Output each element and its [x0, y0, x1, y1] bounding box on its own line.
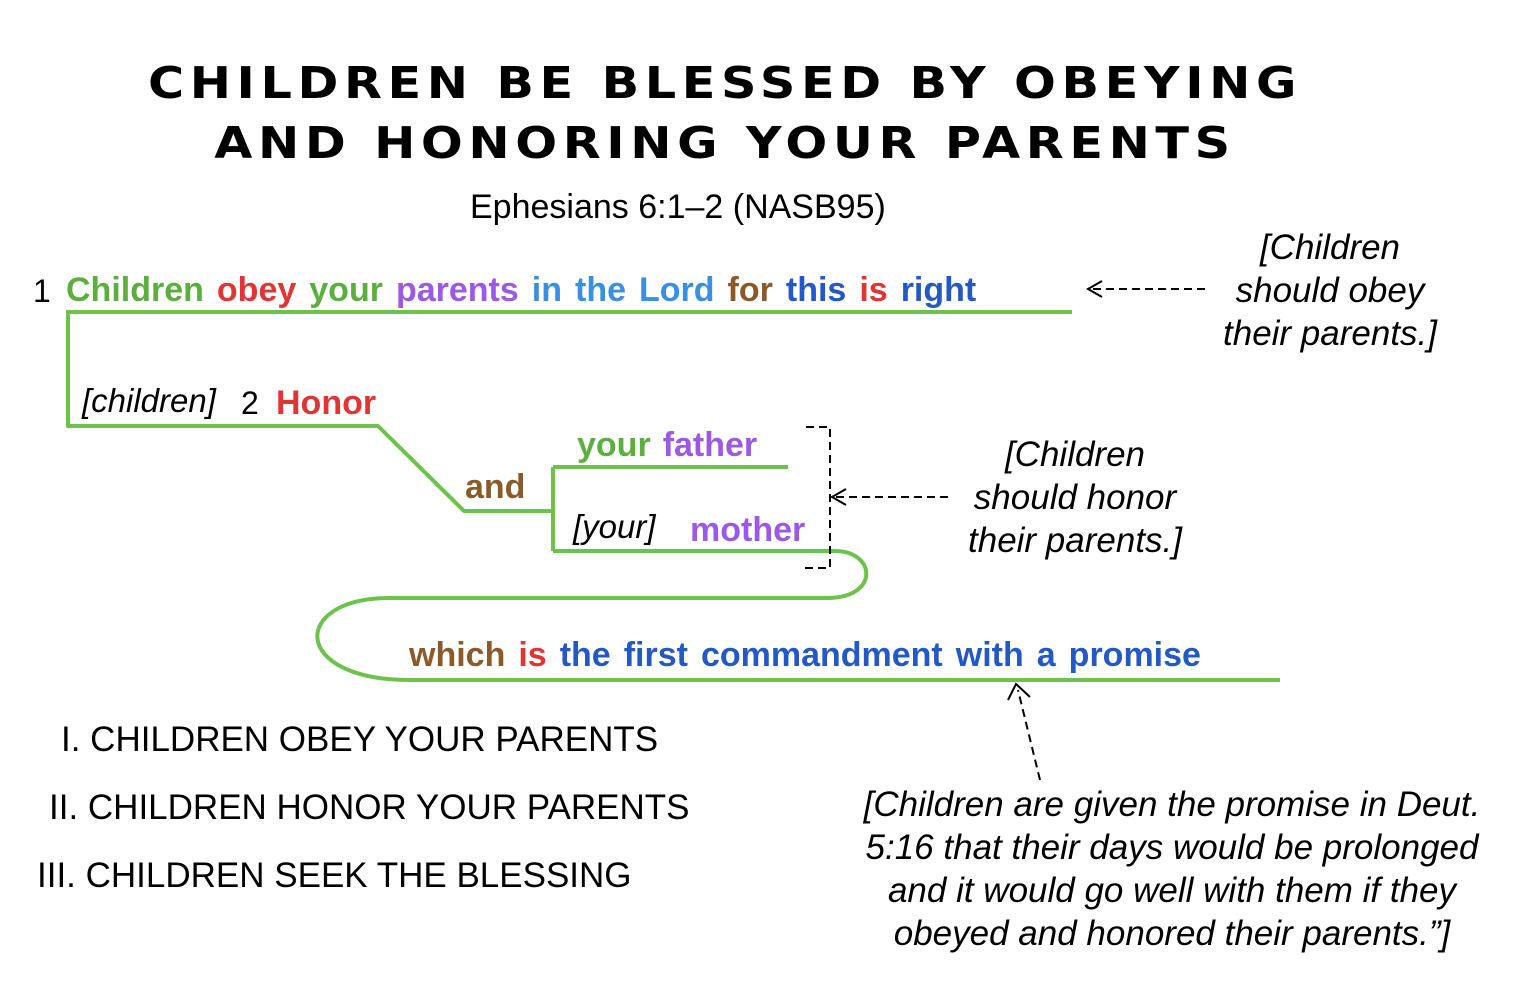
- word-in: in: [531, 271, 562, 309]
- note-obey-line-1: [Children: [1259, 228, 1401, 267]
- verse1-clause: [66, 271, 976, 310]
- note-honor-line-3: their parents.]: [968, 521, 1182, 560]
- title-line-2: AND HONORING YOUR PARENTS: [214, 118, 1236, 169]
- note-promise-line-2: 5:16 that their days would be prolonged: [865, 828, 1479, 867]
- word-first: first: [623, 636, 688, 674]
- implied-your: [your]: [573, 508, 656, 545]
- note-obey-line-3: their parents.]: [1223, 314, 1437, 353]
- word-obey: obey: [216, 271, 297, 309]
- object-your-father: [577, 426, 757, 465]
- note-honor: [945, 433, 1205, 562]
- word-right: right: [900, 271, 977, 309]
- word-parents: parents: [395, 271, 519, 309]
- word-promise: promise: [1068, 636, 1201, 674]
- word-the-2: the: [559, 636, 611, 674]
- outline-point-3: III. CHILDREN SEEK THE BLESSING: [37, 856, 632, 895]
- note-honor-line-1: [Children: [1004, 435, 1146, 474]
- promise-arrow-shaft: [1018, 690, 1040, 780]
- word-is: is: [859, 271, 888, 309]
- word-your-2: your: [577, 426, 651, 464]
- implied-subject: [children]: [82, 382, 216, 419]
- word-lord: Lord: [639, 271, 715, 309]
- note-promise-line-3: and it would go well with them if they: [887, 871, 1457, 910]
- word-this: this: [785, 271, 847, 309]
- word-for: for: [727, 271, 773, 309]
- relative-clause: [409, 636, 1201, 675]
- word-your: your: [309, 271, 383, 309]
- verse2-number: 2: [241, 385, 259, 421]
- title-line-1: CHILDREN BE BLESSED BY OBEYING: [147, 58, 1303, 109]
- note-honor-line-2: should honor: [973, 478, 1177, 517]
- note-promise-line-4: obeyed and honored their parents.”]: [893, 914, 1451, 953]
- verse1-number: 1: [33, 273, 51, 309]
- note-promise: [832, 783, 1512, 955]
- note-promise-line-1: [Children are given the promise in Deut.: [863, 785, 1481, 824]
- word-children: Children: [66, 271, 204, 309]
- scripture-reference: Ephesians 6:1–2 (NASB95): [470, 188, 886, 226]
- word-father: father: [662, 426, 758, 464]
- word-which: which: [409, 636, 506, 674]
- word-the: the: [575, 271, 626, 309]
- word-with: with: [955, 636, 1024, 674]
- outline-point-2: II. CHILDREN HONOR YOUR PARENTS: [49, 788, 690, 827]
- word-commandment: commandment: [700, 636, 943, 674]
- word-a: a: [1036, 636, 1056, 674]
- word-is-2: is: [518, 636, 547, 674]
- outline-point-1: I. CHILDREN OBEY YOUR PARENTS: [61, 720, 659, 759]
- note-obey: [1200, 226, 1460, 355]
- conjunction-and: and: [465, 468, 526, 506]
- verb-honor: Honor: [276, 384, 377, 422]
- note-obey-line-2: should obey: [1235, 271, 1425, 310]
- word-mother: mother: [690, 511, 806, 549]
